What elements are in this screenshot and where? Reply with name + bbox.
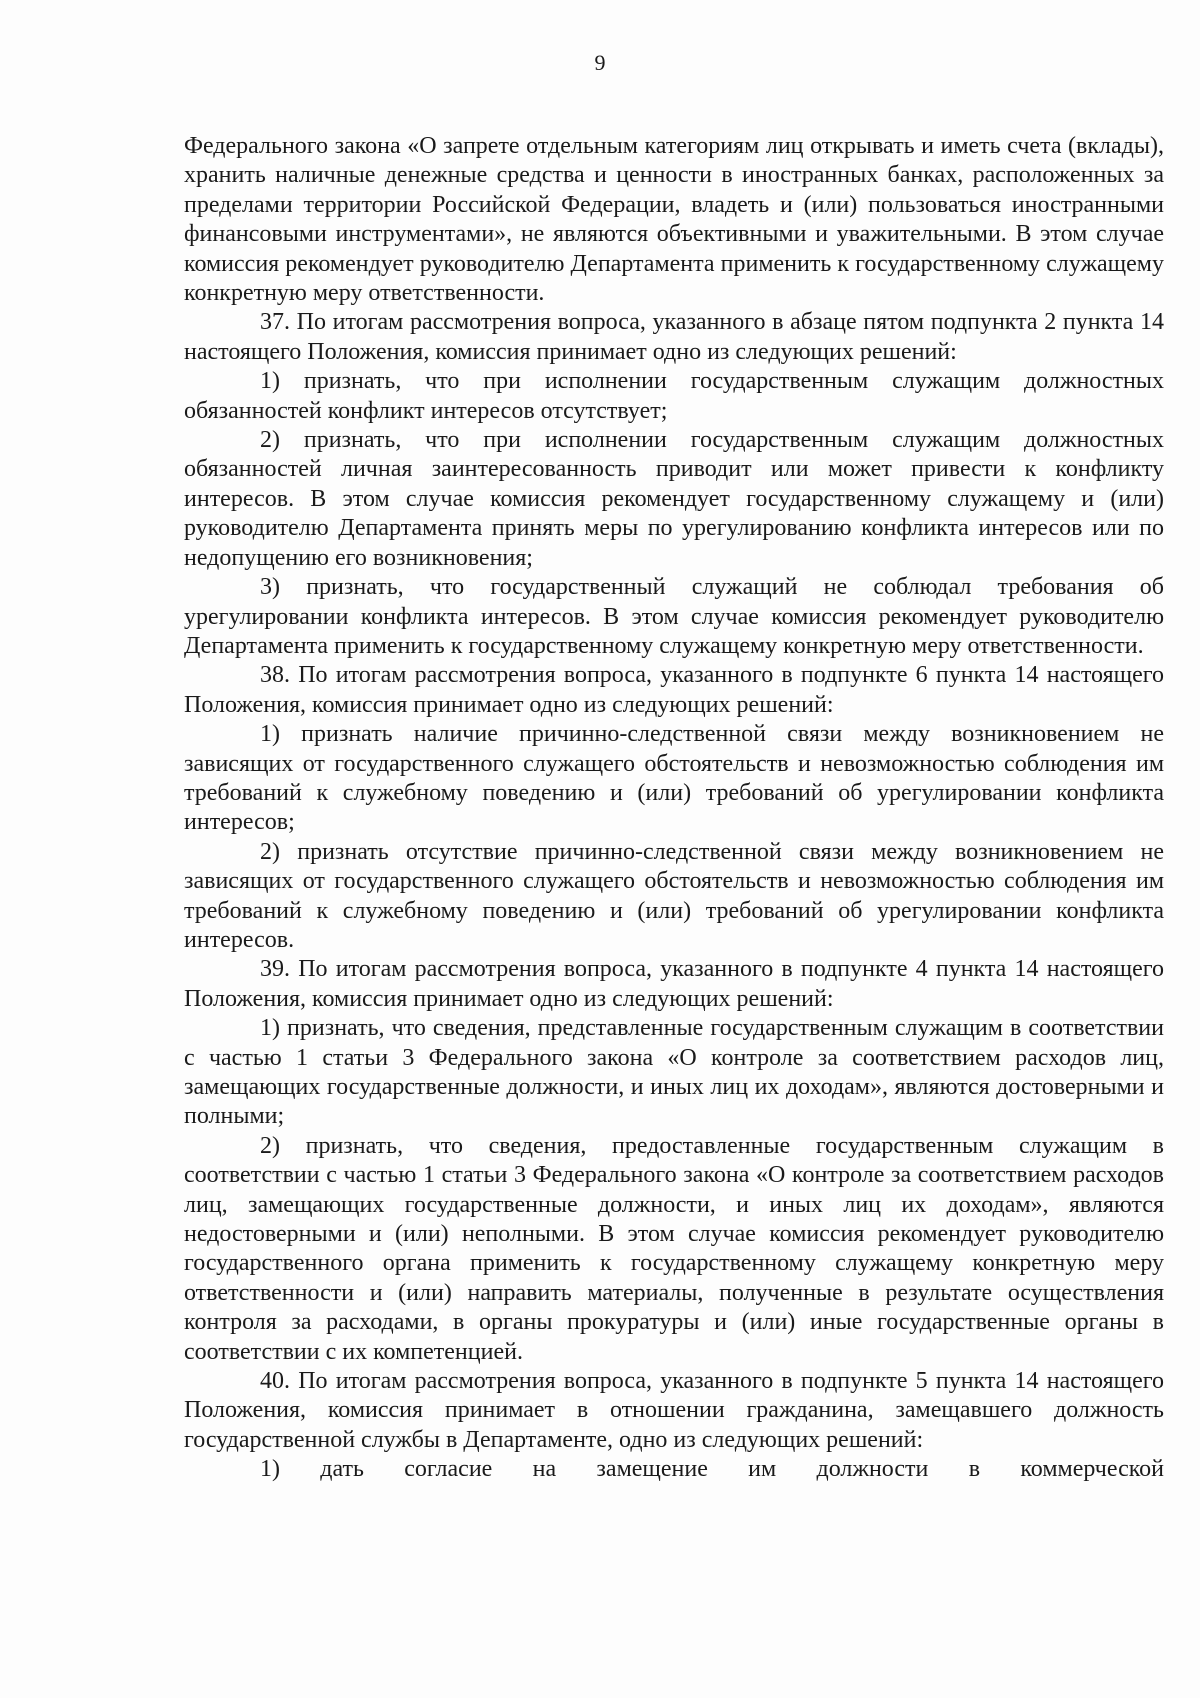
paragraph-38: 38. По итогам рассмотрения вопроса, указанного в подпункте 6 пункта 14 настоящего Положения, комиссия принимает одно из следующих решений: [184,662,1164,718]
paragraph-37-item-3: 3) признать, что государственный служащий не соблюдал требования об урегулировании конфликта интересов. В этом случае комиссия рекомендует руководителю Департамента применить к государственному служащему конкретную меру ответственности. [184,574,1164,659]
paragraph-37: 37. По итогам рассмотрения вопроса, указанного в абзаце пятом подпункта 2 пункта 14 настоящего Положения, комиссия принимает одно из следующих решений: [184,309,1164,365]
paragraph-39: 39. По итогам рассмотрения вопроса, указанного в подпункте 4 пункта 14 настоящего Положения, комиссия принимает одно из следующих решений: [184,956,1164,1012]
paragraph-38-item-2: 2) признать отсутствие причинно-следственной связи между возникновением не зависящих от государственного служащего обстоятельств и невозможностью соблюдения им требований к служебному поведению и (или) требований об урегулировании конфликта интересов. [184,838,1164,953]
paragraph-37-item-2: 2) признать, что при исполнении государственным служащим должностных обязанностей личная заинтересованность приводит или может привести к конфликту интересов. В этом случае комиссия рекомендует государственному служащему и (или) руководителю Департамента принять меры по урегулированию конфликта интересов или по недопущению его возникновения; [184,427,1164,571]
paragraph-36-continuation: Федерального закона «О запрете отдельным категориям лиц открывать и иметь счета (вклады), хранить наличные денежные средства и ценности в иностранных банках, расположенных за пределами территории Российской Федерации, владеть и (или) пользоваться иностранными финансовыми инструментами», не являются объективными и уважительными. В этом случае комиссия рекомендует руководителю Департамента применить к государственному служащему конкретную меру ответственности. [184,133,1164,307]
paragraph-37-item-1: 1) признать, что при исполнении государственным служащим должностных обязанностей конфликт интересов отсутствует; [184,368,1164,424]
page-number: 9 [594,50,606,75]
document-body [184,132,1164,1485]
paragraph-40: 40. По итогам рассмотрения вопроса, указанного в подпункте 5 пункта 14 настоящего Положения, комиссия принимает в отношении гражданина, замещавшего должность государственной службы в Департаменте, одно из следующих решений: [184,1368,1164,1453]
paragraph-39-item-2: 2) признать, что сведения, предоставленные государственным служащим в соответствии с частью 1 статьи 3 Федерального закона «О контроле за соответствием расходов лиц, замещающих государственные должности, и иных лиц их доходам», являются недостоверными и (или) неполными. В этом случае комиссия рекомендует руководителю государственного органа применить к государственному служащему конкретную меру ответственности и (или) направить материалы, полученные в результате осуществления контроля за расходами, в органы прокуратуры и (или) иные государственные органы в соответствии с их компетенцией. [184,1132,1164,1365]
paragraph-39-item-1: 1) признать, что сведения, представленные государственным служащим в соответствии с частью 1 статьи 3 Федерального закона «О контроле за соответствием расходов лиц, замещающих государственные должности, и иных лиц их доходам», являются достоверными и полными; [184,1015,1164,1130]
paragraph-38-item-1: 1) признать наличие причинно-следственной связи между возникновением не зависящих от государственного служащего обстоятельств и невозможностью соблюдения им требований к служебному поведению и (или) требований об урегулировании конфликта интересов; [184,721,1164,836]
paragraph-40-item-1: 1) дать согласие на замещение им должности в коммерческой [260,1456,1164,1483]
